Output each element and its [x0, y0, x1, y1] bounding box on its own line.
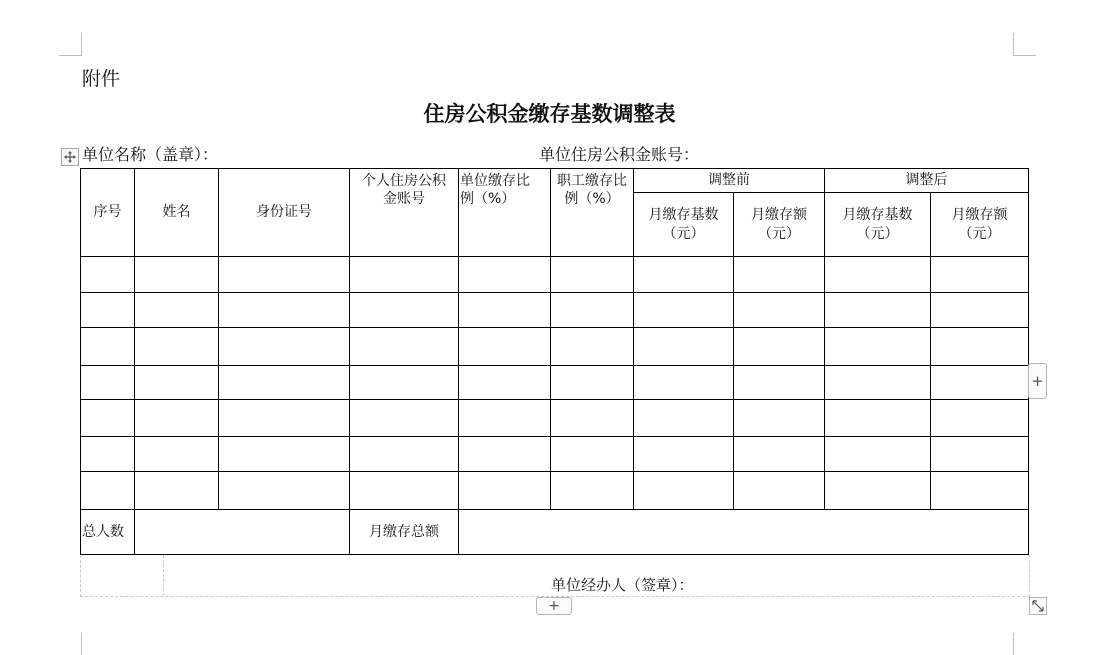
- resize-icon: [1032, 600, 1044, 612]
- table-cell[interactable]: [219, 293, 350, 328]
- header-before-monthly-base[interactable]: 月缴存基数 （元）: [634, 193, 734, 257]
- page-title: 住房公积金缴存基数调整表: [423, 101, 676, 126]
- table-cell[interactable]: [219, 257, 350, 293]
- table-cell[interactable]: [350, 366, 459, 400]
- table-cell[interactable]: [135, 400, 219, 437]
- table-cell[interactable]: [551, 328, 634, 366]
- table-cell[interactable]: [825, 437, 931, 472]
- table-cell[interactable]: [931, 437, 1029, 472]
- table-row: [81, 400, 1029, 437]
- plus-icon: +: [1031, 372, 1044, 390]
- table-cell[interactable]: [931, 472, 1029, 510]
- table-extension-divider: [163, 555, 164, 596]
- table-resize-handle[interactable]: [1029, 597, 1047, 615]
- move-icon: [64, 151, 76, 163]
- table-cell[interactable]: [825, 400, 931, 437]
- table-cell[interactable]: [81, 293, 135, 328]
- table-cell[interactable]: [459, 437, 551, 472]
- table-cell[interactable]: [734, 437, 825, 472]
- header-name[interactable]: 姓名: [135, 169, 219, 257]
- crop-mark-bottom-right: [1013, 633, 1036, 655]
- table-row: [81, 472, 1029, 510]
- table-cell[interactable]: [825, 328, 931, 366]
- header-personal-account[interactable]: 个人住房公积 金账号: [350, 169, 459, 257]
- table-row: [81, 437, 1029, 472]
- table-cell[interactable]: [734, 257, 825, 293]
- table-cell[interactable]: [825, 293, 931, 328]
- table-cell[interactable]: [219, 400, 350, 437]
- table-cell[interactable]: [219, 328, 350, 366]
- table-cell[interactable]: [350, 472, 459, 510]
- table-move-handle[interactable]: [61, 148, 79, 166]
- table-cell[interactable]: [634, 293, 734, 328]
- table-cell[interactable]: [135, 437, 219, 472]
- total-people-label[interactable]: 总人数: [81, 510, 135, 555]
- table-cell[interactable]: [135, 472, 219, 510]
- unit-account-field-label: 单位住房公积金账号：: [539, 145, 700, 164]
- table-cell[interactable]: [734, 400, 825, 437]
- table-cell[interactable]: [459, 328, 551, 366]
- table-cell[interactable]: [734, 472, 825, 510]
- table-cell[interactable]: [931, 293, 1029, 328]
- table-cell[interactable]: [81, 328, 135, 366]
- crop-mark-bottom-left: [59, 633, 82, 655]
- table-cell[interactable]: [551, 293, 634, 328]
- table-cell[interactable]: [81, 437, 135, 472]
- table-cell[interactable]: [219, 437, 350, 472]
- table-cell[interactable]: [825, 257, 931, 293]
- signer-label: 单位经办人（签章）：: [551, 576, 694, 594]
- unit-name-field-label: 单位名称（盖章）：: [82, 145, 219, 164]
- header-seq[interactable]: 序号: [81, 169, 135, 257]
- attachment-label: 附件: [82, 68, 121, 90]
- table-cell[interactable]: [219, 472, 350, 510]
- table-cell[interactable]: [734, 366, 825, 400]
- add-row-button[interactable]: [536, 597, 572, 615]
- table-cell[interactable]: [135, 257, 219, 293]
- table-cell[interactable]: [634, 257, 734, 293]
- add-column-button[interactable]: [1028, 363, 1047, 399]
- table-cell[interactable]: [634, 472, 734, 510]
- table-cell[interactable]: [931, 257, 1029, 293]
- table-row: [81, 366, 1029, 400]
- header-id-number[interactable]: 身份证号: [219, 169, 350, 257]
- table-cell[interactable]: [219, 366, 350, 400]
- table-cell[interactable]: [931, 328, 1029, 366]
- plus-icon: +: [548, 598, 560, 614]
- table-cell[interactable]: [350, 328, 459, 366]
- table-cell[interactable]: [135, 293, 219, 328]
- table-cell[interactable]: [81, 472, 135, 510]
- total-monthly-amount-label[interactable]: 月缴存总额: [350, 510, 459, 555]
- table-cell[interactable]: [350, 400, 459, 437]
- table-cell[interactable]: [734, 293, 825, 328]
- total-people-value[interactable]: [135, 510, 350, 555]
- table-cell[interactable]: [825, 366, 931, 400]
- header-after-monthly-base[interactable]: 月缴存基数 （元）: [825, 193, 931, 257]
- table-cell[interactable]: [459, 472, 551, 510]
- table-cell[interactable]: [551, 257, 634, 293]
- table-cell[interactable]: [459, 257, 551, 293]
- table-cell[interactable]: [634, 366, 734, 400]
- table-cell[interactable]: [734, 328, 825, 366]
- table-cell[interactable]: [634, 328, 734, 366]
- header-before-monthly-amount[interactable]: 月缴存额 （元）: [734, 193, 825, 257]
- table-cell[interactable]: [459, 400, 551, 437]
- table-row: [81, 293, 1029, 328]
- table-cell[interactable]: [350, 293, 459, 328]
- table-cell[interactable]: [931, 400, 1029, 437]
- table-cell[interactable]: [459, 366, 551, 400]
- total-monthly-amount-value[interactable]: [459, 510, 1029, 555]
- table-cell[interactable]: [81, 400, 135, 437]
- contribution-adjustment-table: [80, 168, 1029, 555]
- table-cell[interactable]: [551, 366, 634, 400]
- table-cell[interactable]: [634, 400, 734, 437]
- table-cell[interactable]: [459, 293, 551, 328]
- table-cell[interactable]: [825, 472, 931, 510]
- header-before-adjustment[interactable]: 调整前: [634, 169, 825, 193]
- header-after-adjustment[interactable]: 调整后: [825, 169, 1029, 193]
- table-cell[interactable]: [551, 400, 634, 437]
- table-cell[interactable]: [551, 472, 634, 510]
- table-cell[interactable]: [350, 437, 459, 472]
- header-employee-ratio[interactable]: 职工缴存比 例（%）: [551, 169, 634, 257]
- table-cell[interactable]: [931, 366, 1029, 400]
- table-cell[interactable]: [551, 437, 634, 472]
- crop-mark-top-left: [59, 33, 82, 56]
- header-after-monthly-amount[interactable]: 月缴存额 （元）: [931, 193, 1029, 257]
- table-cell[interactable]: [81, 257, 135, 293]
- table-cell[interactable]: [634, 437, 734, 472]
- table-row: [81, 257, 1029, 293]
- header-unit-ratio[interactable]: 单位缴存比 例（%）: [459, 169, 551, 257]
- table-cell[interactable]: [81, 366, 135, 400]
- table-cell[interactable]: [350, 257, 459, 293]
- crop-mark-top-right: [1013, 33, 1036, 56]
- table-row: [81, 328, 1029, 366]
- table-cell[interactable]: [135, 366, 219, 400]
- table-cell[interactable]: [135, 328, 219, 366]
